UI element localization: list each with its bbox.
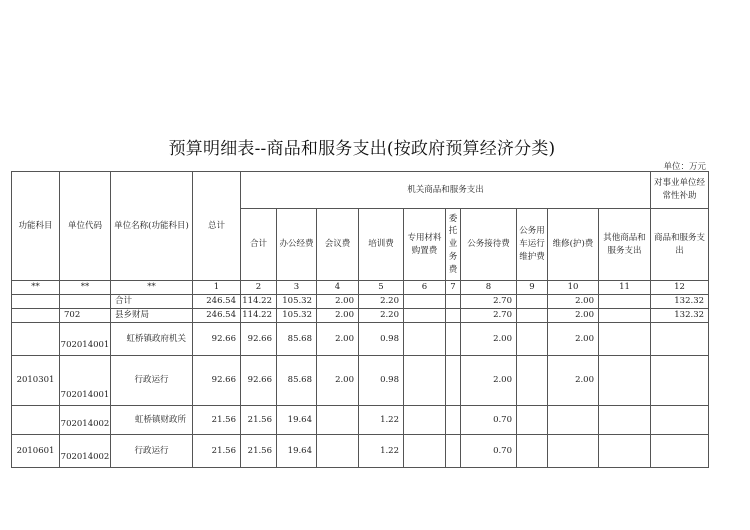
value-cell: 2.00 bbox=[548, 356, 599, 406]
value-cell: 2.00 bbox=[317, 356, 359, 406]
page-title: 预算明细表--商品和服务支出(按政府预算经济分类) bbox=[168, 139, 556, 159]
name-cell: 合计 bbox=[111, 295, 193, 309]
table-row bbox=[12, 356, 709, 406]
index-cell: 12 bbox=[651, 281, 709, 295]
func-cell bbox=[12, 309, 60, 323]
value-cell bbox=[599, 295, 651, 309]
value-cell bbox=[599, 356, 651, 406]
code-cell: 702014002 bbox=[60, 435, 111, 468]
value-cell: 1.22 bbox=[359, 406, 404, 435]
value-cell: 2.00 bbox=[317, 295, 359, 309]
header-func-subject: 功能科目 bbox=[12, 172, 60, 281]
header-reception: 公务接待费 bbox=[461, 209, 517, 281]
value-cell bbox=[651, 435, 709, 468]
name-cell: 县乡财局 bbox=[111, 309, 193, 323]
total-cell: 246.54 bbox=[193, 309, 241, 323]
value-cell bbox=[404, 356, 446, 406]
func-cell bbox=[12, 323, 60, 356]
value-cell bbox=[404, 435, 446, 468]
value-cell bbox=[517, 435, 548, 468]
index-cell: 4 bbox=[317, 281, 359, 295]
value-cell: 114.22 bbox=[241, 309, 277, 323]
value-cell bbox=[404, 406, 446, 435]
value-cell: 132.32 bbox=[651, 295, 709, 309]
func-cell: 2010601 bbox=[12, 435, 60, 468]
index-cell: 3 bbox=[277, 281, 317, 295]
header-material: 专用材料购置费 bbox=[404, 209, 446, 281]
unit-label: 单位：万元 bbox=[663, 162, 706, 172]
value-cell: 2.00 bbox=[461, 356, 517, 406]
name-cell: 行政运行 bbox=[111, 435, 193, 468]
code-cell: 702 bbox=[60, 309, 111, 323]
header-other: 其他商品和服务支出 bbox=[599, 209, 651, 281]
index-cell: 1 bbox=[193, 281, 241, 295]
header-meeting: 会议费 bbox=[317, 209, 359, 281]
index-cell: 8 bbox=[461, 281, 517, 295]
value-cell bbox=[317, 435, 359, 468]
value-cell bbox=[599, 435, 651, 468]
value-cell bbox=[651, 356, 709, 406]
header-office: 办公经费 bbox=[277, 209, 317, 281]
value-cell bbox=[404, 295, 446, 309]
name-cell: 行政运行 bbox=[111, 356, 193, 406]
header-goods-services: 商品和服务支出 bbox=[651, 209, 709, 281]
index-cell: ** bbox=[12, 281, 60, 295]
value-cell: 85.68 bbox=[277, 323, 317, 356]
name-cell: 虹桥镇财政所 bbox=[111, 406, 193, 435]
value-cell bbox=[446, 435, 461, 468]
func-cell: 2010301 bbox=[12, 356, 60, 406]
code-cell bbox=[60, 295, 111, 309]
value-cell bbox=[548, 435, 599, 468]
value-cell bbox=[446, 406, 461, 435]
value-cell: 0.98 bbox=[359, 323, 404, 356]
value-cell bbox=[599, 309, 651, 323]
header-subtotal: 合计 bbox=[241, 209, 277, 281]
value-cell: 2.00 bbox=[548, 309, 599, 323]
value-cell: 92.66 bbox=[241, 323, 277, 356]
value-cell bbox=[517, 309, 548, 323]
value-cell bbox=[404, 309, 446, 323]
value-cell: 85.68 bbox=[277, 356, 317, 406]
value-cell bbox=[404, 323, 446, 356]
value-cell: 0.98 bbox=[359, 356, 404, 406]
value-cell: 2.70 bbox=[461, 309, 517, 323]
value-cell bbox=[548, 406, 599, 435]
table-row bbox=[12, 295, 709, 309]
code-cell: 702014002 bbox=[60, 406, 111, 435]
value-cell: 19.64 bbox=[277, 435, 317, 468]
header-repair: 维修(护)费 bbox=[548, 209, 599, 281]
header-group-institution-subsidy: 对事业单位经常性补助 bbox=[651, 172, 709, 209]
total-cell: 92.66 bbox=[193, 323, 241, 356]
code-cell: 702014001 bbox=[60, 323, 111, 356]
header-total: 总计 bbox=[193, 172, 241, 281]
value-cell: 2.00 bbox=[317, 309, 359, 323]
budget-table bbox=[11, 171, 709, 468]
header-training: 培训费 bbox=[359, 209, 404, 281]
index-cell: 7 bbox=[446, 281, 461, 295]
value-cell bbox=[446, 295, 461, 309]
value-cell: 2.20 bbox=[359, 295, 404, 309]
value-cell: 21.56 bbox=[241, 435, 277, 468]
name-cell: 虹桥镇政府机关 bbox=[111, 323, 193, 356]
value-cell: 105.32 bbox=[277, 295, 317, 309]
table-row bbox=[12, 406, 709, 435]
value-cell: 2.20 bbox=[359, 309, 404, 323]
total-cell: 92.66 bbox=[193, 356, 241, 406]
value-cell bbox=[651, 323, 709, 356]
value-cell: 21.56 bbox=[241, 406, 277, 435]
header-unit-name: 单位名称(功能科目) bbox=[111, 172, 193, 281]
value-cell bbox=[317, 406, 359, 435]
index-cell: 5 bbox=[359, 281, 404, 295]
total-cell: 246.54 bbox=[193, 295, 241, 309]
value-cell: 114.22 bbox=[241, 295, 277, 309]
value-cell bbox=[446, 309, 461, 323]
value-cell: 1.22 bbox=[359, 435, 404, 468]
value-cell: 132.32 bbox=[651, 309, 709, 323]
value-cell: 105.32 bbox=[277, 309, 317, 323]
value-cell: 2.70 bbox=[461, 295, 517, 309]
value-cell: 2.00 bbox=[461, 323, 517, 356]
value-cell bbox=[599, 406, 651, 435]
value-cell bbox=[651, 406, 709, 435]
index-cell: 9 bbox=[517, 281, 548, 295]
value-cell bbox=[599, 323, 651, 356]
table-row bbox=[12, 435, 709, 468]
value-cell bbox=[517, 356, 548, 406]
value-cell: 0.70 bbox=[461, 406, 517, 435]
value-cell bbox=[517, 406, 548, 435]
index-row bbox=[12, 281, 709, 295]
value-cell bbox=[446, 356, 461, 406]
table-row bbox=[12, 323, 709, 356]
total-cell: 21.56 bbox=[193, 406, 241, 435]
code-cell: 702014001 bbox=[60, 356, 111, 406]
value-cell: 2.00 bbox=[548, 323, 599, 356]
index-cell: 2 bbox=[241, 281, 277, 295]
value-cell: 2.00 bbox=[317, 323, 359, 356]
value-cell: 2.00 bbox=[548, 295, 599, 309]
total-cell: 21.56 bbox=[193, 435, 241, 468]
header-unit-code: 单位代码 bbox=[60, 172, 111, 281]
func-cell bbox=[12, 295, 60, 309]
index-cell: 10 bbox=[548, 281, 599, 295]
value-cell bbox=[517, 323, 548, 356]
table-row bbox=[12, 309, 709, 323]
value-cell: 0.70 bbox=[461, 435, 517, 468]
index-cell: ** bbox=[111, 281, 193, 295]
value-cell: 19.64 bbox=[277, 406, 317, 435]
index-cell: ** bbox=[60, 281, 111, 295]
value-cell: 92.66 bbox=[241, 356, 277, 406]
index-cell: 11 bbox=[599, 281, 651, 295]
header-vehicle: 公务用车运行维护费 bbox=[517, 209, 548, 281]
header-group-organ-spending: 机关商品和服务支出 bbox=[241, 172, 651, 209]
header-entrust: 委托业务费 bbox=[446, 209, 461, 281]
index-cell: 6 bbox=[404, 281, 446, 295]
func-cell bbox=[12, 406, 60, 435]
header-row-1 bbox=[12, 172, 709, 209]
value-cell bbox=[446, 323, 461, 356]
value-cell bbox=[517, 295, 548, 309]
